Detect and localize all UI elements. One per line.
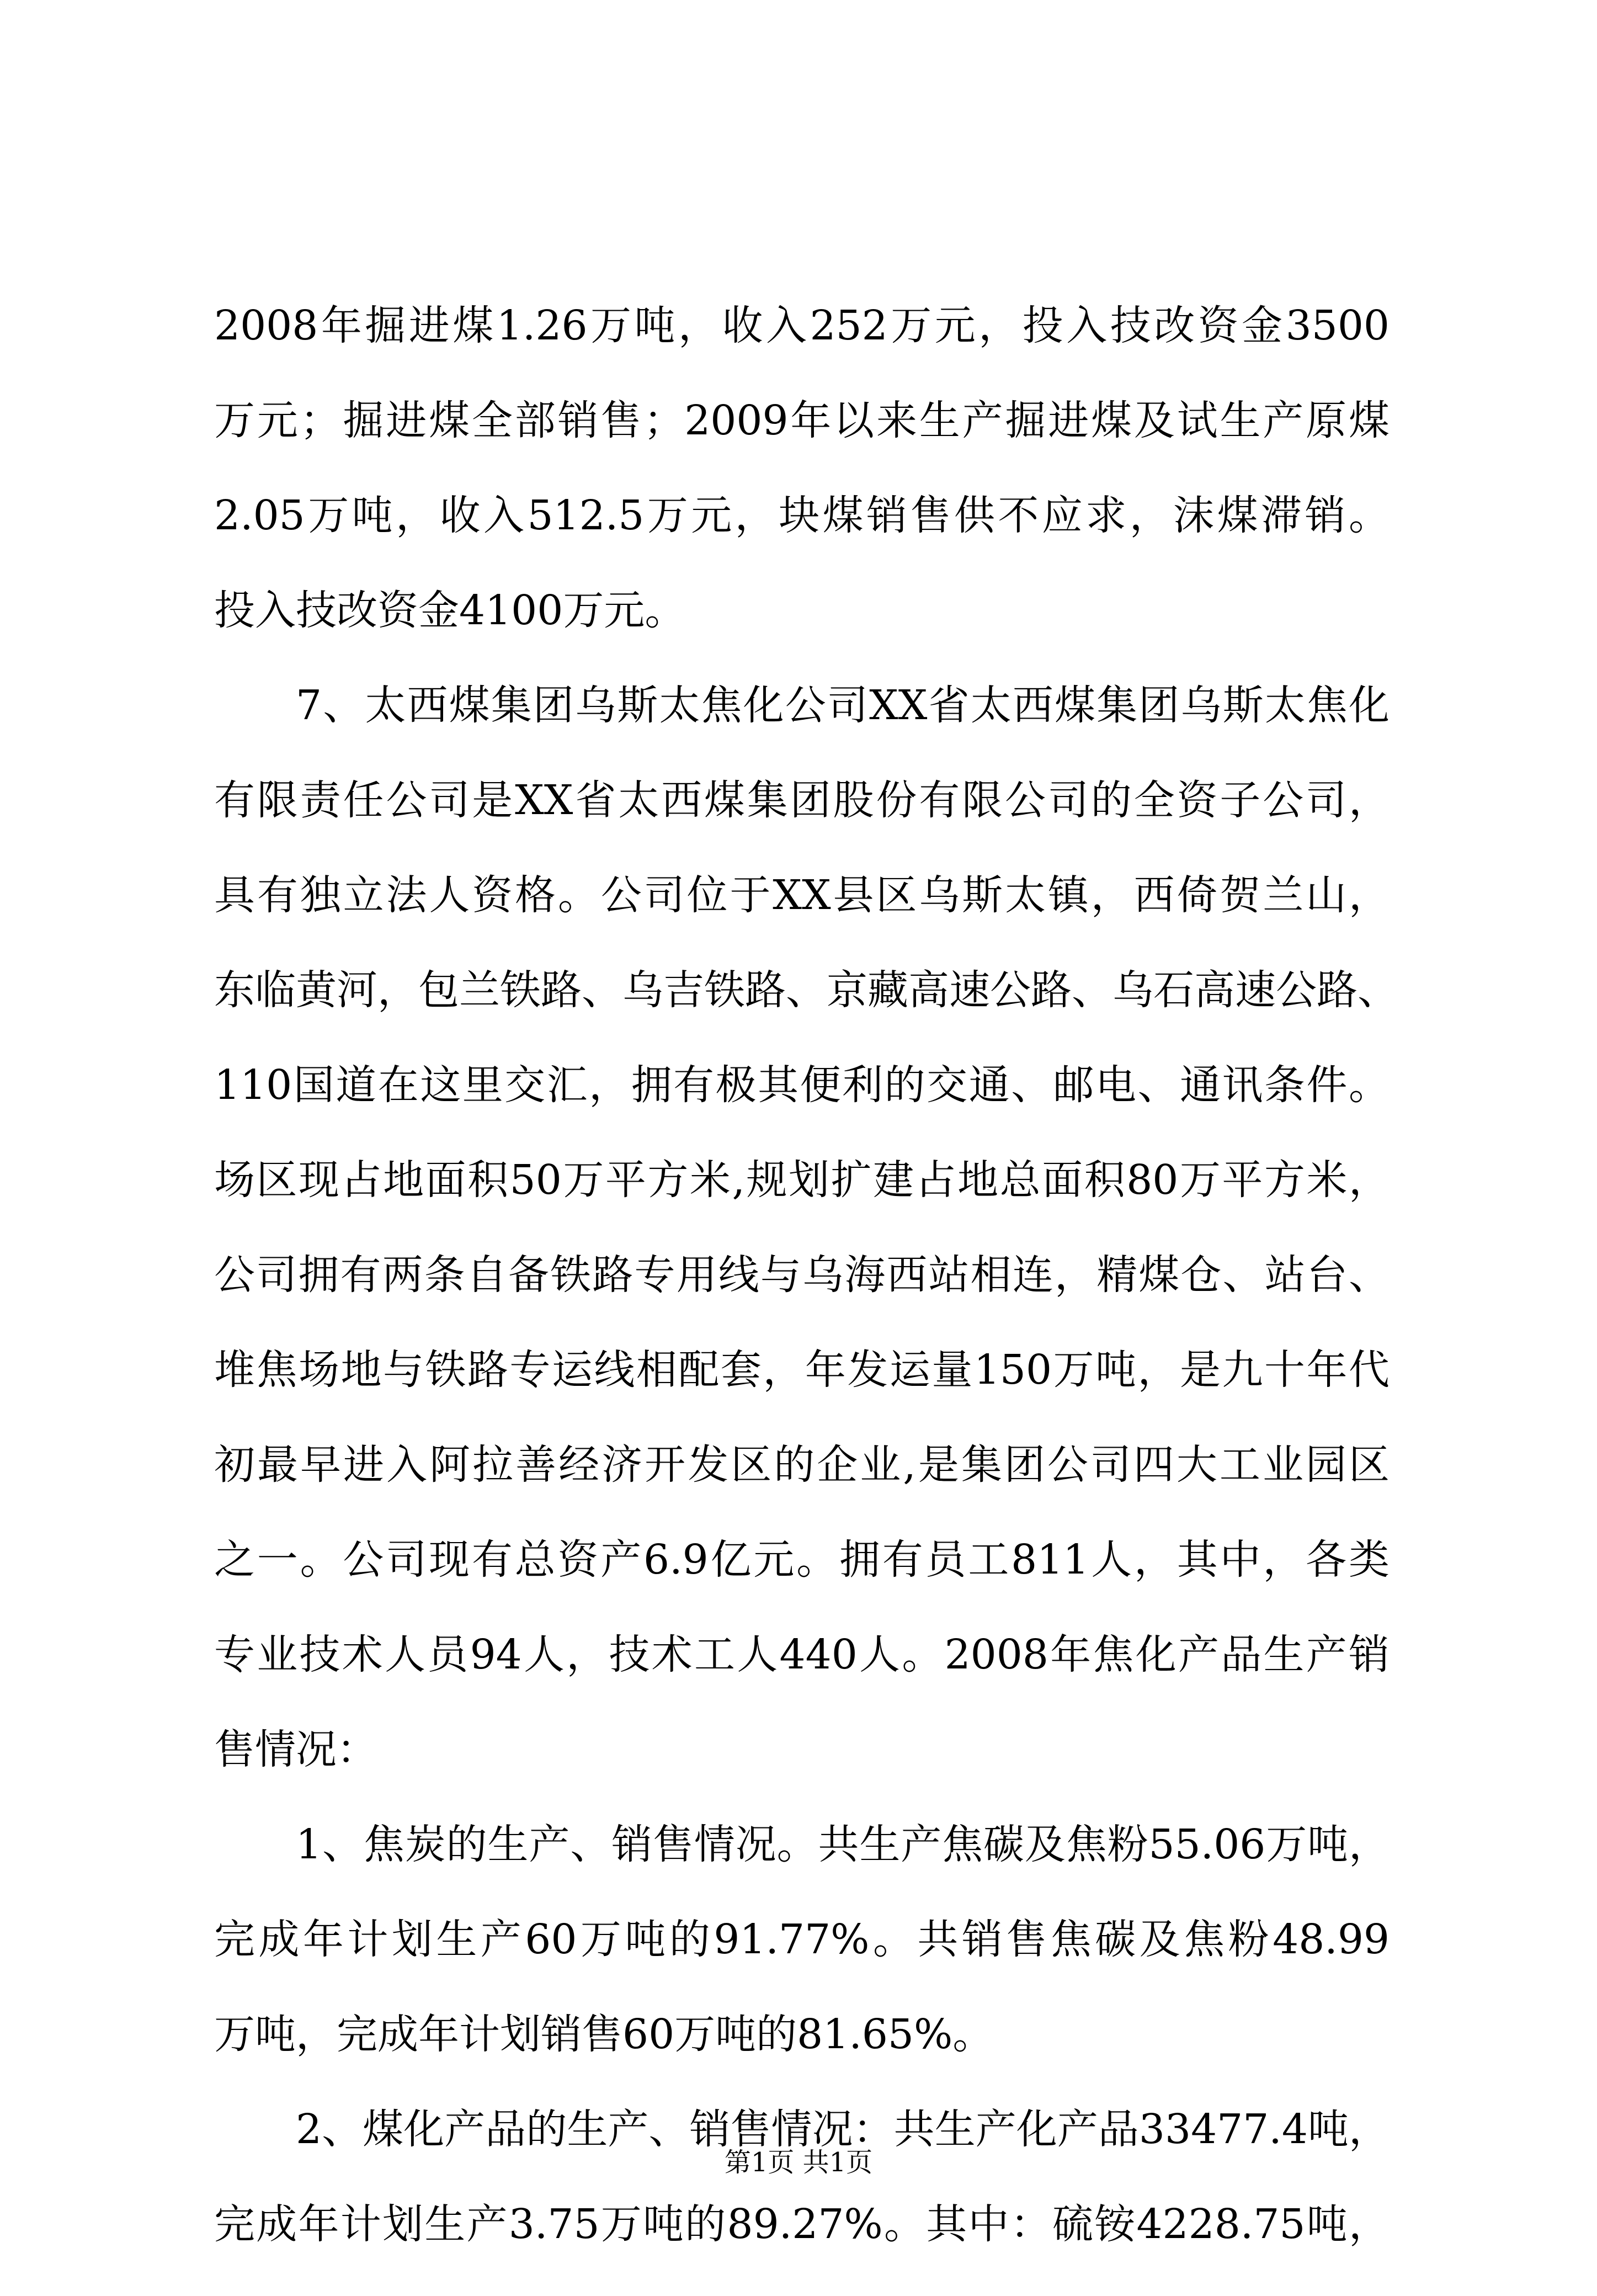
text-line: 完成年计划生产60万吨的91.77%。共销售焦碳及焦粉48.99 [214,1916,1390,1963]
text-line: 投入技改资金4100万元。 [214,587,686,634]
text-line: 万吨，完成年计划销售60万吨的81.65%。 [214,2011,994,2058]
document-body [214,302,1398,2296]
text-line: 2.05万吨，收入512.5万元，块煤销售供不应求，沫煤滞销。 [214,492,1390,539]
text-line: 专业技术人员94人，技术工人440人。2008年焦化产品生产销 [214,1631,1390,1678]
text-line: 有限责任公司是XX省太西煤集团股份有限公司的全资子公司， [214,777,1390,824]
page-footer: 第1页 共1页 [724,2147,873,2178]
text-line: 2008年掘进煤1.26万吨，收入252万元，投入技改资金3500 [214,302,1390,349]
text-line: 初最早进入阿拉善经济开发区的企业,是集团公司四大工业园区 [214,1441,1390,1489]
text-line: 之一。公司现有总资产6.9亿元。拥有员工811人，其中，各类 [214,1536,1390,1583]
paragraph-start-line: 2、煤化产品的生产、销售情况：共生产化产品33477.4吨， [296,2106,1390,2153]
text-line: 堆焦场地与铁路专运线相配套，年发运量150万吨，是九十年代 [214,1346,1390,1394]
text-line: 完成年计划生产3.75万吨的89.27%。其中：硫铵4228.75吨， [214,2201,1390,2248]
paragraph-start-line: 1、焦炭的生产、销售情况。共生产焦碳及焦粉55.06万吨， [296,1821,1390,1868]
text-line: 万元；掘进煤全部销售；2009年以来生产掘进煤及试生产原煤 [214,397,1390,444]
text-line: 东临黄河，包兰铁路、乌吉铁路、京藏高速公路、乌石高速公路、 [214,966,1398,1014]
paragraph-start-line: 7、太西煤集团乌斯太焦化公司XX省太西煤集团乌斯太焦化 [296,682,1390,729]
text-line: 110国道在这里交汇，拥有极其便利的交通、邮电、通讯条件。 [214,1061,1390,1109]
text-line: 场区现占地面积50万平方米,规划扩建占地总面积80万平方米， [214,1156,1390,1204]
text-line: 公司拥有两条自备铁路专用线与乌海西站相连，精煤仓、站台、 [214,1251,1390,1299]
text-line: 具有独立法人资格。公司位于XX县区乌斯太镇，西倚贺兰山， [214,871,1390,919]
text-line: 售情况： [214,1726,377,1773]
